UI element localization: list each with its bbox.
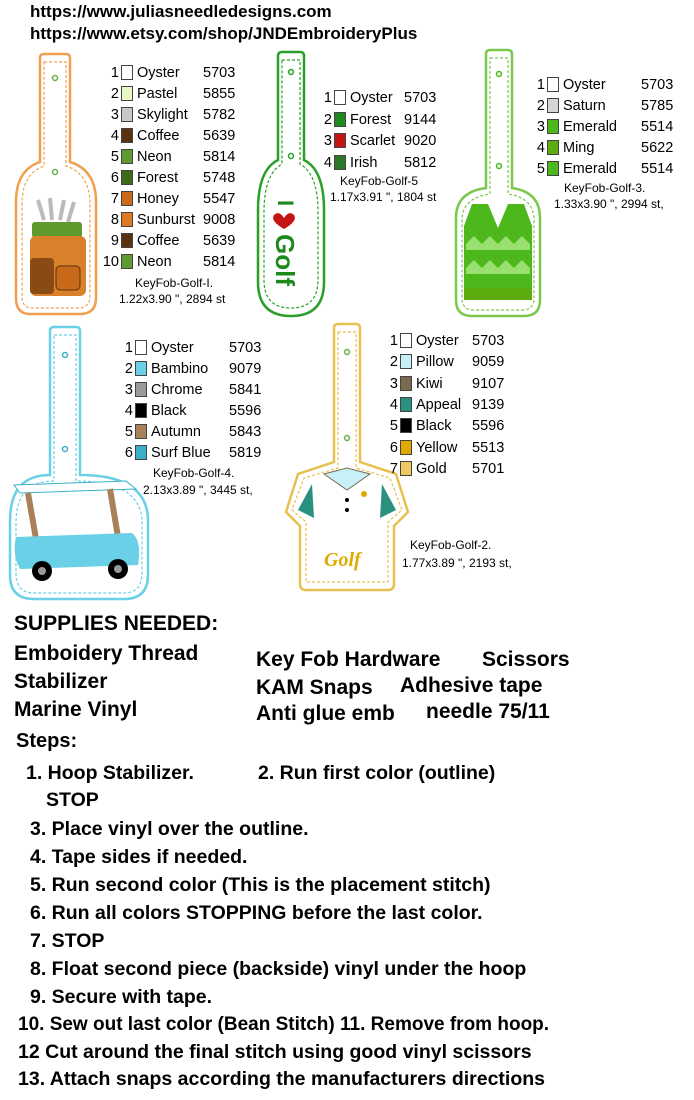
color-code: 5785 [641, 98, 674, 114]
color-row [323, 111, 444, 129]
color-number: 9 [110, 233, 119, 249]
color-number: 6 [389, 439, 398, 456]
color-row [389, 375, 512, 393]
color-name: Oyster [151, 340, 194, 356]
color-code: 5639 [203, 128, 236, 144]
color-number: 2 [110, 86, 119, 102]
color-row [110, 127, 243, 145]
color-number: 5 [389, 418, 398, 435]
color-row [323, 154, 444, 172]
step-line: 3. Place vinyl over the outline. [30, 818, 309, 840]
supply-item: Emboidery Thread [14, 642, 199, 665]
color-code: 5782 [203, 107, 236, 123]
color-name: Appeal [416, 396, 462, 413]
color-name: Saturn [563, 98, 606, 114]
color-code: 9008 [203, 212, 236, 228]
legend-golf5 [323, 89, 444, 204]
step-line: 8. Float second piece (backside) vinyl under the hoop [30, 958, 527, 980]
color-code: 9059 [472, 354, 505, 371]
color-swatch [400, 397, 412, 412]
color-swatch [400, 418, 412, 433]
color-number: 6 [110, 170, 119, 186]
color-swatch [121, 65, 133, 80]
color-name: Neon [137, 149, 172, 165]
color-row [389, 439, 512, 457]
color-row [323, 89, 444, 107]
color-row [110, 106, 243, 124]
color-code: 5814 [203, 254, 236, 270]
color-row [323, 132, 444, 150]
color-name: Honey [137, 191, 179, 207]
color-row [389, 332, 512, 350]
color-swatch [121, 86, 133, 101]
color-row [110, 64, 243, 82]
step-line: 7. STOP [30, 930, 105, 952]
color-swatch [121, 170, 133, 185]
color-name: Irish [350, 154, 378, 171]
step-line: 2. Run first color (outline) [258, 762, 496, 784]
color-number: 10 [102, 254, 119, 270]
color-code: 5547 [203, 191, 236, 207]
color-row [124, 360, 269, 378]
color-name: Ming [563, 140, 595, 156]
color-row [536, 118, 681, 136]
color-name: Skylight [137, 107, 188, 123]
color-name: Black [151, 403, 187, 419]
color-code: 5814 [203, 149, 236, 165]
supplies-heading: SUPPLIES NEEDED: [14, 612, 219, 635]
color-number: 4 [323, 154, 332, 171]
color-name: Emerald [563, 119, 617, 135]
color-row [110, 169, 243, 187]
color-code: 5513 [472, 439, 505, 456]
color-number: 4 [389, 396, 398, 413]
color-number: 2 [536, 98, 545, 114]
color-code: 5819 [229, 445, 262, 461]
color-name: Forest [350, 111, 392, 128]
color-row [536, 160, 681, 178]
color-code: 5843 [229, 424, 262, 440]
step-line: 1. Hoop Stabilizer. [26, 762, 194, 784]
step-line: 12 Cut around the final stitch using good vinyl scissors [18, 1041, 532, 1063]
color-code: 5514 [641, 161, 674, 177]
color-row [124, 381, 269, 399]
color-row [110, 190, 243, 208]
legend-golf2 [389, 332, 520, 570]
color-number: 1 [323, 90, 332, 106]
color-number: 1 [110, 65, 119, 81]
step-line: STOP [46, 789, 99, 811]
color-number: 5 [124, 424, 133, 440]
color-number: 1 [124, 340, 133, 356]
color-code: 5703 [404, 90, 437, 106]
legend-golf1 [102, 64, 251, 306]
color-row [124, 339, 269, 357]
color-name: Pastel [137, 86, 178, 102]
color-row [536, 76, 681, 94]
svg-text:Golf: Golf [270, 234, 300, 286]
color-code: 5703 [203, 65, 236, 81]
color-code: 5703 [641, 77, 674, 93]
color-row [110, 211, 243, 229]
color-number: 4 [536, 140, 545, 156]
color-swatch [334, 133, 346, 148]
steps-heading: Steps: [16, 730, 78, 752]
design-size: 1.33x3.90 ", 2994 st, [554, 197, 664, 211]
color-swatch [547, 119, 559, 134]
design-size: 1.22x3.90 ", 2894 st [119, 292, 226, 306]
color-row [389, 460, 512, 478]
color-name: Neon [137, 254, 172, 270]
color-code: 5701 [472, 460, 505, 477]
color-swatch [121, 212, 133, 227]
color-name: Scarlet [350, 133, 396, 149]
design-size: 1.77x3.89 ", 2193 st, [402, 556, 512, 570]
supply-item: Adhesive tape [400, 674, 543, 697]
color-row [110, 148, 243, 166]
color-number: 3 [323, 133, 332, 149]
color-code: 5812 [404, 154, 437, 171]
step-line: 5. Run second color (This is the placement stitch) [30, 874, 491, 896]
color-row [536, 97, 681, 115]
legend-golf4 [124, 339, 265, 497]
step-line: 13. Attach snaps according the manufacturers directions [18, 1068, 546, 1090]
color-code: 9020 [404, 133, 437, 149]
color-name: Gold [416, 460, 447, 477]
step-line: 6. Run all colors STOPPING before the last color. [30, 902, 483, 924]
color-number: 2 [389, 354, 398, 371]
supply-item: needle 75/11 [426, 700, 550, 723]
color-row [110, 85, 243, 103]
color-row [389, 417, 512, 435]
color-name: Oyster [416, 333, 459, 349]
color-number: 3 [124, 382, 133, 398]
color-name: Coffee [137, 233, 180, 249]
color-swatch [121, 107, 133, 122]
color-swatch [400, 461, 412, 476]
color-swatch [121, 128, 133, 143]
color-number: 1 [389, 333, 398, 349]
color-code: 5841 [229, 382, 262, 398]
color-swatch [121, 149, 133, 164]
supply-item: Marine Vinyl [14, 698, 138, 721]
color-code: 9144 [404, 111, 437, 128]
color-name: Bambino [151, 361, 209, 377]
step-line: 9. Secure with tape. [30, 986, 213, 1008]
color-code: 9079 [229, 361, 262, 377]
color-number: 2 [124, 361, 133, 377]
color-swatch [135, 403, 147, 418]
svg-text:I: I [273, 200, 298, 207]
color-swatch [334, 155, 346, 170]
color-code: 9107 [472, 375, 505, 392]
color-name: Chrome [151, 382, 203, 398]
color-code: 5622 [641, 140, 674, 156]
color-code: 5748 [203, 170, 236, 186]
color-name: Pillow [416, 354, 454, 371]
supply-item: Key Fob Hardware [256, 648, 441, 671]
color-number: 2 [323, 111, 332, 128]
color-name: Emerald [563, 161, 617, 177]
legend-golf3 [536, 76, 677, 211]
color-code: 5514 [641, 119, 674, 135]
color-swatch [334, 90, 346, 105]
color-swatch [400, 376, 412, 391]
color-code: 5639 [203, 233, 236, 249]
supply-item: Stabilizer [14, 670, 108, 693]
etsy-shop-url[interactable]: https://www.etsy.com/shop/JNDEmbroideryPlus [30, 24, 418, 43]
color-code: 5596 [229, 403, 262, 419]
color-number: 5 [110, 149, 119, 165]
color-swatch [135, 382, 147, 397]
color-name: Autumn [151, 424, 201, 440]
color-number: 5 [536, 161, 545, 177]
color-number: 7 [110, 191, 119, 207]
supply-item: Scissors [482, 648, 570, 671]
step-line: 10. Sew out last color (Bean Stitch) 11. Remove from hoop. [18, 1014, 550, 1035]
color-number: 6 [124, 445, 133, 461]
color-swatch [400, 333, 412, 348]
color-name: Oyster [350, 90, 393, 106]
color-number: 7 [389, 460, 398, 477]
color-row [124, 402, 269, 420]
color-name: Sunburst [137, 212, 196, 228]
color-swatch [121, 191, 133, 206]
color-swatch [547, 77, 559, 92]
color-swatch [547, 140, 559, 155]
color-name: Coffee [137, 128, 180, 144]
color-code: 5855 [203, 86, 236, 102]
color-row [389, 353, 512, 371]
color-number: 3 [110, 107, 119, 123]
color-swatch [547, 98, 559, 113]
color-name: Yellow [416, 439, 458, 456]
color-swatch [400, 440, 412, 455]
color-number: 4 [110, 128, 119, 144]
color-code: 9139 [472, 396, 505, 413]
color-number: 3 [389, 375, 398, 392]
color-row [124, 444, 269, 462]
color-code: 5703 [472, 333, 505, 349]
golf-bag-keyfob-image [10, 52, 102, 320]
design-caption: KeyFob-Golf-I. [135, 276, 214, 290]
color-number: 3 [536, 119, 545, 135]
design-caption: KeyFob-Golf-5 [340, 174, 419, 188]
supply-item: KAM Snaps [256, 676, 373, 699]
color-name: Oyster [563, 77, 606, 93]
color-row [124, 423, 269, 441]
color-name: Kiwi [416, 375, 443, 392]
design-size: 1.17x3.91 ", 1804 st [330, 190, 437, 204]
color-row [102, 253, 243, 271]
color-row [536, 139, 681, 157]
color-swatch [334, 112, 346, 127]
svg-text:Golf: Golf [324, 549, 361, 571]
color-swatch [400, 354, 412, 369]
design-caption: KeyFob-Golf-4. [153, 466, 235, 480]
supply-item: Anti glue emb [256, 702, 395, 725]
website-url[interactable]: https://www.juliasneedledesigns.com [30, 2, 332, 21]
color-number: 8 [110, 212, 119, 228]
design-caption: KeyFob-Golf-2. [410, 538, 492, 552]
color-name: Surf Blue [151, 445, 211, 461]
design-size: 2.13x3.89 ", 3445 st, [143, 483, 253, 497]
color-name: Oyster [137, 65, 180, 81]
color-swatch [135, 424, 147, 439]
color-name: Black [416, 418, 452, 435]
step-line: 4. Tape sides if needed. [30, 846, 248, 868]
color-code: 5703 [229, 340, 262, 356]
color-swatch [135, 361, 147, 376]
color-name: Forest [137, 170, 179, 186]
color-code: 5596 [472, 418, 505, 435]
color-swatch [547, 161, 559, 176]
color-swatch [121, 233, 133, 248]
color-row [110, 232, 243, 250]
color-number: 1 [536, 77, 545, 93]
color-swatch [135, 340, 147, 355]
color-number: 4 [124, 403, 133, 419]
color-swatch [121, 254, 133, 269]
design-caption: KeyFob-Golf-3. [564, 181, 646, 195]
color-row [389, 396, 512, 414]
color-swatch [135, 445, 147, 460]
